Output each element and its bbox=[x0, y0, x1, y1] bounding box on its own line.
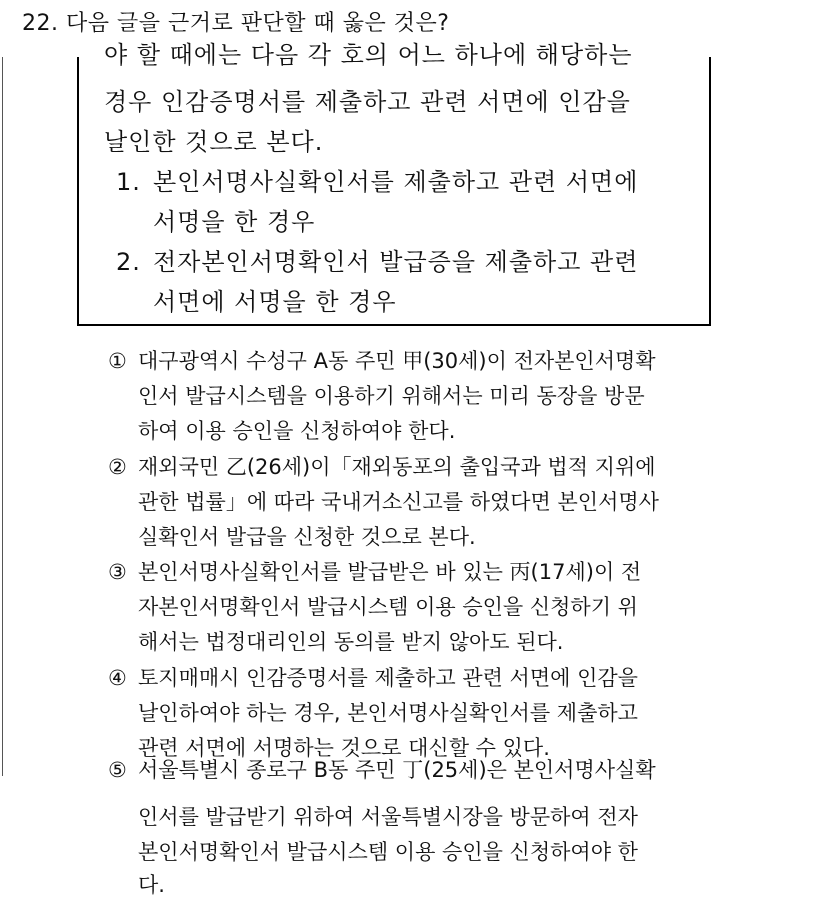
choice-4[interactable] bbox=[108, 661, 638, 696]
choice-1[interactable] bbox=[108, 344, 656, 379]
choice-4-line-3: 관련 서면에 서명하는 것으로 대신할 수 있다. bbox=[138, 736, 550, 760]
choice-5-line-3: 본인서명확인서 발급시스템 이용 승인을 신청하여야 한 bbox=[138, 840, 638, 864]
choice-text: 본인서명사실확인서를 발급받은 바 있는 丙(17세)이 전 bbox=[138, 560, 642, 584]
choice-1-line-2: 인서 발급시스템을 이용하기 위해서는 미리 동장을 방문 bbox=[138, 384, 645, 408]
passage-line: 경우 인감증명서를 제출하고 관련 서면에 인감을 bbox=[104, 88, 631, 116]
choice-1-line-3: 하여 이용 승인을 신청하여야 한다. bbox=[138, 419, 456, 443]
choice-2[interactable] bbox=[108, 450, 656, 485]
passage-item-text: 본인서명사실확인서를 제출하고 관련 서면에 bbox=[153, 168, 639, 196]
choice-2-line-3: 실확인서 발급을 신청한 것으로 본다. bbox=[138, 525, 476, 549]
choice-5-line-4: 다. bbox=[138, 873, 165, 897]
choice-text: 서울특별시 종로구 B동 주민 丁(25세)은 본인서명사실확 bbox=[138, 758, 656, 782]
choice-3-line-2: 자본인서명확인서 발급시스템 이용 승인을 신청하기 위 bbox=[138, 595, 638, 619]
choice-2-line-2: 관한 법률」에 따라 국내거소신고를 하였다면 본인서명사 bbox=[138, 490, 659, 514]
choice-5[interactable] bbox=[108, 753, 656, 788]
choice-text: 대구광역시 수성구 A동 주민 甲(30세)이 전자본인서명확 bbox=[138, 349, 656, 373]
left-margin-rule bbox=[2, 57, 3, 776]
question-title: 22. 다음 글을 근거로 판단할 때 옳은 것은? bbox=[22, 11, 450, 36]
choice-5-line-2: 인서를 발급받기 위하여 서울특별시장을 방문하여 전자 bbox=[138, 805, 638, 829]
passage-clipped-line: 야 할 때에는 다음 각 호의 어느 하나에 해당하는 bbox=[104, 41, 633, 69]
choice-marker: ④ bbox=[108, 666, 127, 690]
choice-3[interactable] bbox=[108, 555, 641, 590]
passage-item-label: 2. bbox=[116, 248, 141, 276]
choice-marker: ③ bbox=[108, 560, 127, 584]
passage-item-label: 1. bbox=[116, 168, 141, 196]
choice-marker: ⑤ bbox=[108, 758, 127, 782]
passage-line: 날인한 것으로 본다. bbox=[104, 128, 324, 156]
passage-item-text: 서면에 서명을 한 경우 bbox=[153, 288, 397, 316]
passage-item-text: 서명을 한 경우 bbox=[153, 208, 316, 236]
passage-box bbox=[77, 41, 711, 326]
choice-3-line-3: 해서는 법정대리인의 동의를 받지 않아도 된다. bbox=[138, 630, 564, 654]
passage-item-text: 전자본인서명확인서 발급증을 제출하고 관련 bbox=[153, 248, 639, 276]
choice-text: 재외국민 乙(26세)이「재외동포의 출입국과 법적 지위에 bbox=[138, 455, 656, 479]
choice-marker: ① bbox=[108, 349, 127, 373]
choice-4-line-2: 날인하여야 하는 경우, 본인서명사실확인서를 제출하고 bbox=[138, 701, 638, 725]
choice-marker: ② bbox=[108, 455, 127, 479]
choice-text: 토지매매시 인감증명서를 제출하고 관련 서면에 인감을 bbox=[138, 666, 638, 690]
